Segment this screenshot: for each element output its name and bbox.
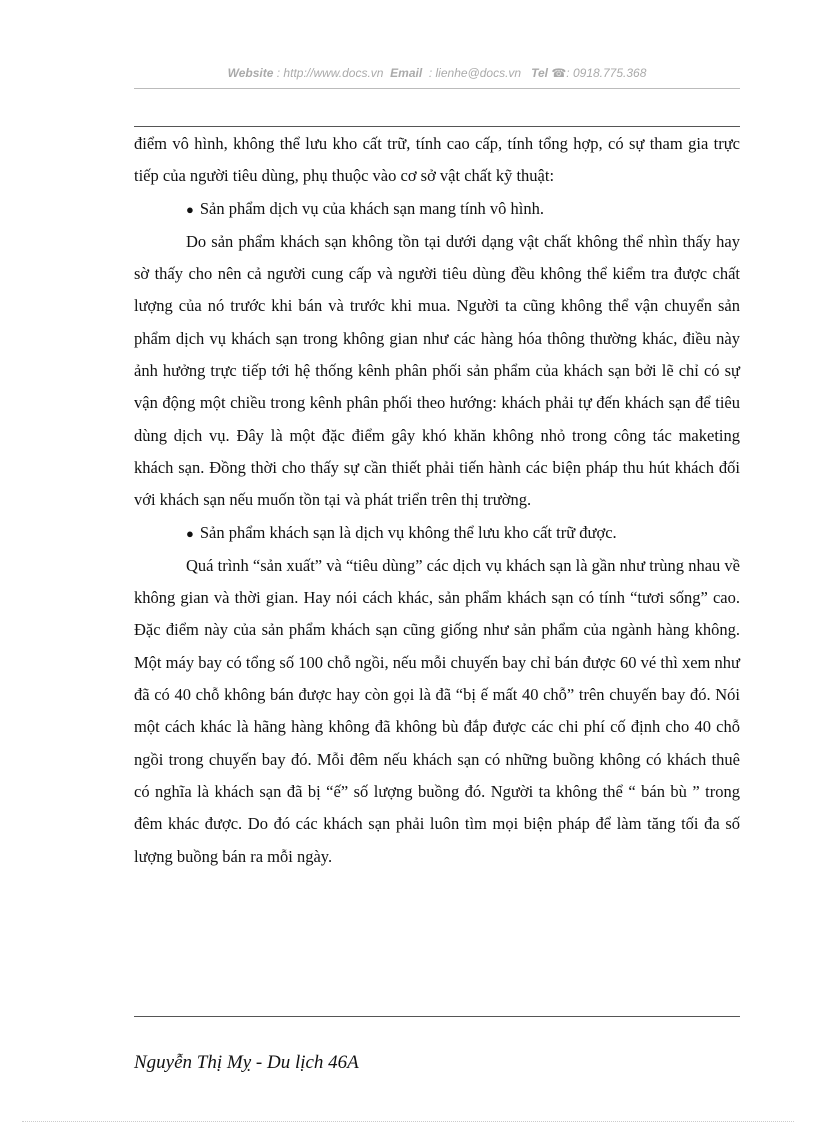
website-label: Website — [227, 66, 274, 80]
bullet-item-1 — [134, 193, 740, 226]
page-header — [134, 66, 740, 80]
bullet-text-2: Sản phẩm khách sạn là dịch vụ không thể lưu kho cất trữ được. — [199, 522, 617, 542]
bullet-icon: ● — [186, 201, 194, 217]
bullet-text-1: Sản phẩm dịch vụ của khách sạn mang tính vô hình. — [199, 198, 544, 218]
header-rule — [134, 88, 740, 89]
paragraph-1: điểm vô hình, không thể lưu kho cất trữ, tính cao cấp, tính tổng hợp, có sự tham gia trực tiếp của người tiêu dùng, phụ thuộc vào cơ sở vật chất kỹ thuật: — [134, 134, 740, 186]
tel-value: : 0918.775.368 — [566, 66, 647, 80]
paragraph-2: Do sản phẩm khách sạn không tồn tại dưới dạng vật chất không thể nhìn thấy hay sờ thấy cho nên cả người cung cấp và người tiêu dùng đều không thể kiểm tra được chất lượng của nó trước khi bán và trước khi mua. Người ta cũng không thể vận chuyển sản phẩm dịch vụ khách sạn trong không gian như các hàng hóa thông thường khác, điều này ảnh hưởng trực tiếp tới hệ thống kênh phân phối sản phẩm của khách sạn bởi lẽ chỉ có sự vận động một chiều trong kênh phân phối theo hướng: khách phải tự đến khách sạn để tiêu dùng dịch vụ. Đây là một đặc điểm gây khó khăn không nhỏ trong công tác maketing khách sạn. Đồng thời cho thấy sự cần thiết phải tiến hành các biện pháp thu hút khách đối với khách sạn nếu muốn tồn tại và phát triển trên thị trường. — [134, 231, 740, 510]
bottom-rule — [134, 1016, 740, 1017]
footer-author: Nguyễn Thị Mỵ - Du lịch 46A — [134, 1052, 359, 1073]
phone-icon: ☎ — [551, 66, 567, 80]
email-label: Email — [390, 66, 423, 80]
email-link[interactable]: : lienhe@docs.vn — [428, 66, 522, 80]
tel-label: Tel — [531, 66, 548, 80]
bullet-item-2 — [134, 517, 740, 550]
paragraph-3: Quá trình “sản xuất” và “tiêu dùng” các dịch vụ khách sạn là gần như trùng nhau về không gian và thời gian. Hay nói cách khác, sản phẩm khách sạn có tính “tươi sống” cao. Đặc điểm này của sản phẩm khách sạn cũng giống như sản phẩm của ngành hàng không. Một máy bay có tổng số 100 chỗ ngồi, nếu mỗi chuyến bay chỉ bán được 60 vé thì xem như đã có 40 chỗ không bán được hay còn gọi là đã “bị ế mất 40 chỗ” trên chuyến bay đó. Nói một cách khác là hãng hàng không đã không bù đắp được các chi phí cố định cho 40 chỗ ngồi trong chuyến bay đó. Mỗi đêm nếu khách sạn có những buồng không có khách thuê có nghĩa là khách sạn đã bị “ế” số lượng buồng đó. Người ta không thể “ bán bù ” trong đêm khác được. Do đó các khách sạn phải luôn tìm mọi biện pháp để làm tăng tối đa số lượng buồng bán ra mỗi ngày. — [134, 555, 740, 866]
document-body — [134, 128, 740, 873]
bullet-icon: ● — [186, 525, 194, 541]
top-rule — [134, 126, 740, 127]
page-edge-divider — [22, 1121, 794, 1122]
website-link[interactable]: : http://www.docs.vn — [276, 66, 384, 80]
